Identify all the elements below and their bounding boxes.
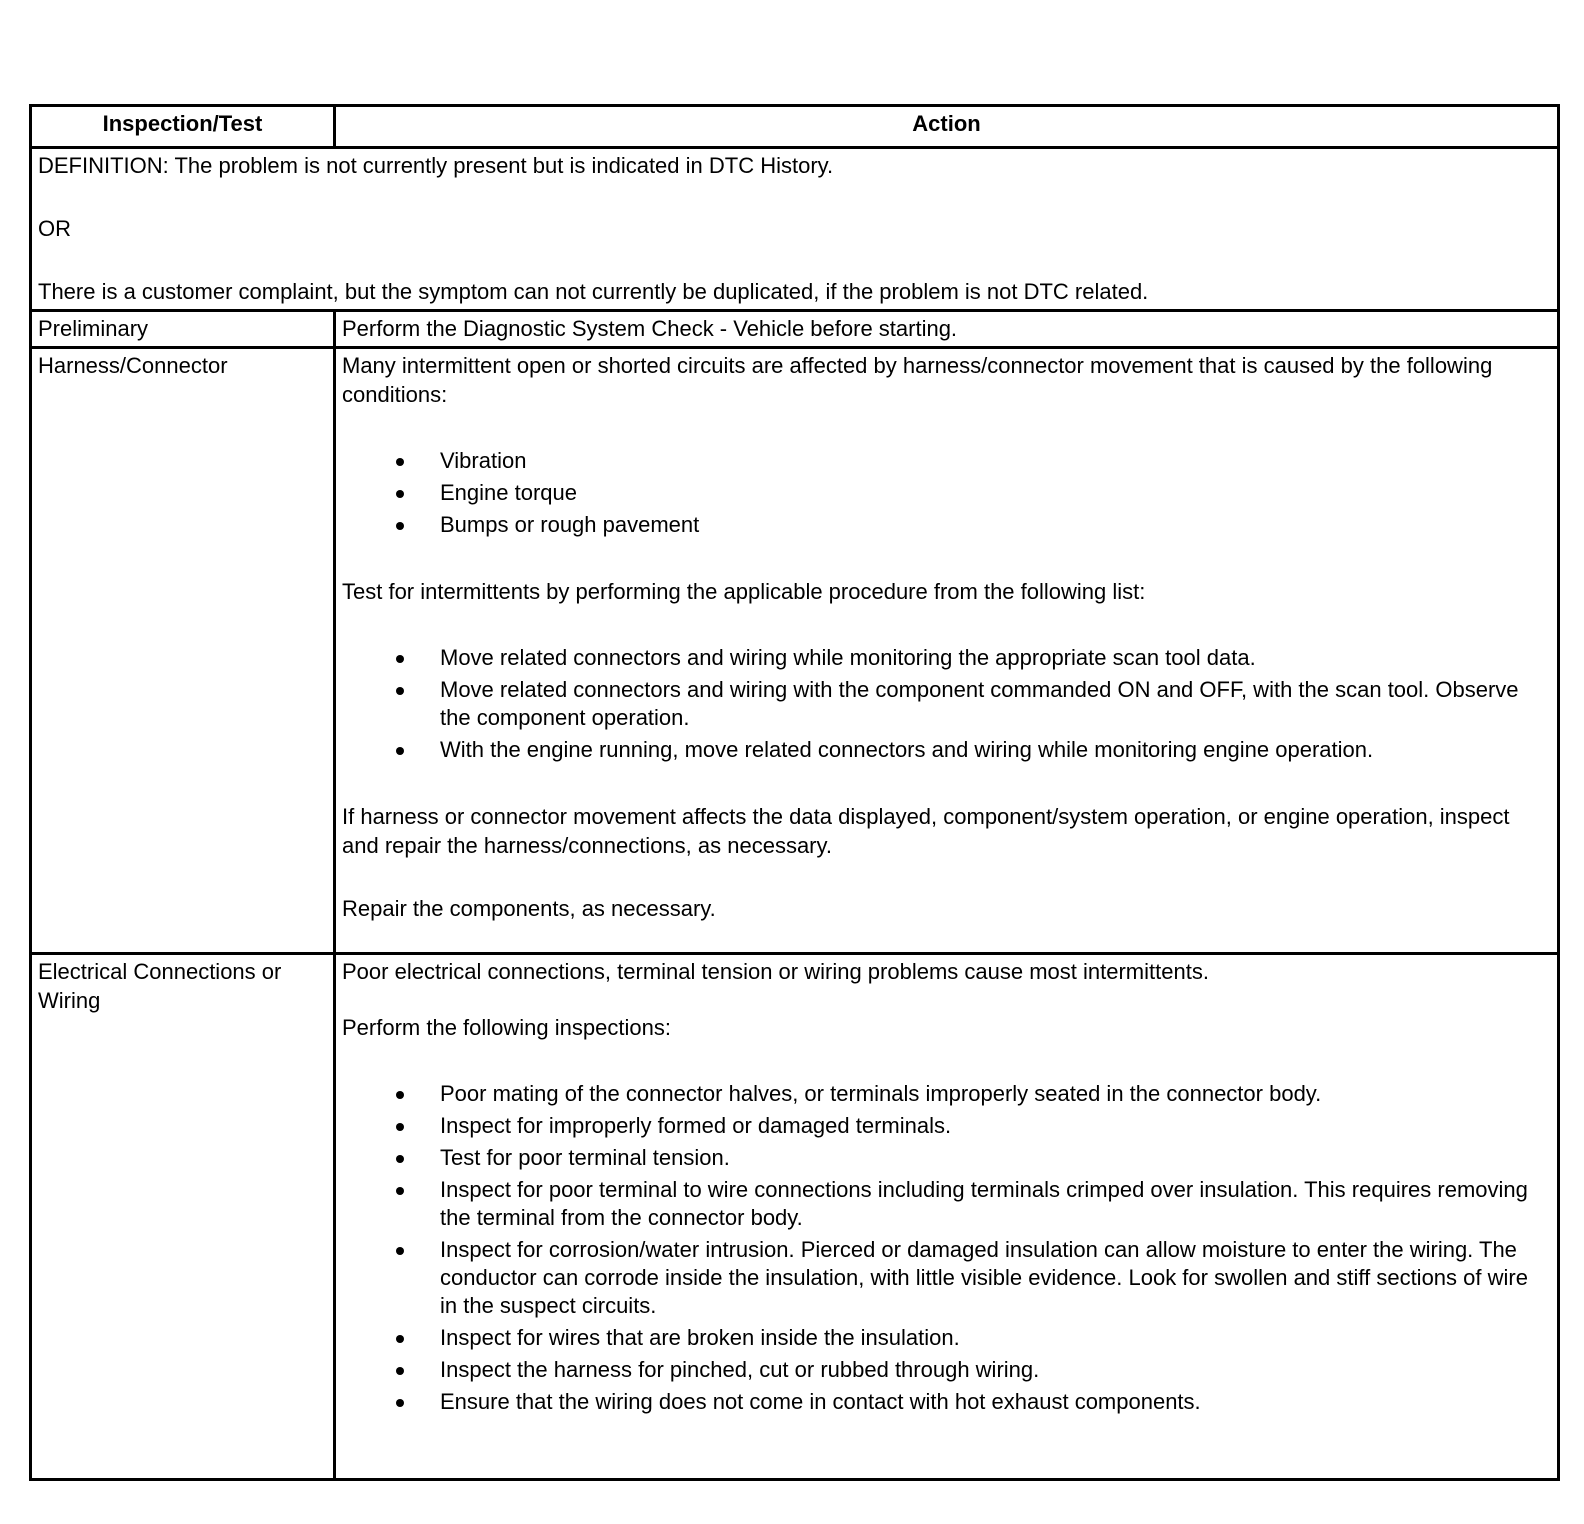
harness-test-intro: Test for intermittents by performing the applicable procedure from the following list: bbox=[342, 579, 1146, 604]
list-item: With the engine running, move related connectors and wiring while monitoring engine operation. bbox=[440, 736, 1551, 764]
header-row bbox=[31, 106, 1559, 148]
test-cell: Harness/Connector bbox=[31, 348, 335, 954]
conditions-list bbox=[342, 447, 1551, 539]
definition-text: DEFINITION: The problem is not currently present but is indicated in DTC History. bbox=[38, 153, 834, 178]
harness-repair: Repair the components, as necessary. bbox=[342, 896, 716, 921]
inspections-intro: Perform the following inspections: bbox=[342, 1015, 671, 1040]
header-action: Action bbox=[335, 106, 1559, 148]
definition-row bbox=[31, 148, 1559, 311]
action-cell bbox=[335, 954, 1559, 1480]
list-item: Test for poor terminal tension. bbox=[440, 1144, 1551, 1172]
action-cell: Perform the Diagnostic System Check - Vehicle before starting. bbox=[335, 311, 1559, 348]
test-cell: Electrical Connections or Wiring bbox=[31, 954, 335, 1480]
diagnostic-table bbox=[29, 104, 1560, 1481]
list-item: Engine torque bbox=[440, 479, 1551, 507]
list-item: Poor mating of the connector halves, or terminals improperly seated in the connector body. bbox=[440, 1080, 1551, 1108]
list-item: Inspect the harness for pinched, cut or rubbed through wiring. bbox=[440, 1356, 1551, 1384]
list-item: Ensure that the wiring does not come in contact with hot exhaust components. bbox=[440, 1388, 1551, 1416]
electrical-intro: Poor electrical connections, terminal tension or wiring problems cause most intermittents. bbox=[342, 959, 1209, 984]
harness-result: If harness or connector movement affects the data displayed, component/system operation, or engine operation, inspect and repair the harness/connections, as necessary. bbox=[342, 804, 1510, 858]
list-item: Move related connectors and wiring with the component commanded ON and OFF, with the scan tool. Observe the component operation. bbox=[440, 676, 1551, 732]
definition-complaint: There is a customer complaint, but the symptom can not currently be duplicated, if the problem is not DTC related. bbox=[38, 279, 1149, 304]
procedures-list bbox=[342, 644, 1551, 764]
test-cell: Preliminary bbox=[31, 311, 335, 348]
table-row bbox=[31, 348, 1559, 954]
list-item: Vibration bbox=[440, 447, 1551, 475]
list-item: Inspect for improperly formed or damaged terminals. bbox=[440, 1112, 1551, 1140]
list-item: Inspect for wires that are broken inside the insulation. bbox=[440, 1324, 1551, 1352]
definition-or: OR bbox=[38, 216, 71, 241]
list-item: Bumps or rough pavement bbox=[440, 511, 1551, 539]
list-item: Inspect for poor terminal to wire connections including terminals crimped over insulation. This requires removing the terminal from the connector body. bbox=[440, 1176, 1551, 1232]
harness-intro: Many intermittent open or shorted circuits are affected by harness/connector movement that is caused by the following conditions: bbox=[342, 353, 1493, 407]
table-row bbox=[31, 311, 1559, 348]
definition-cell bbox=[31, 148, 1559, 311]
action-cell bbox=[335, 348, 1559, 954]
list-item: Move related connectors and wiring while monitoring the appropriate scan tool data. bbox=[440, 644, 1551, 672]
table-row bbox=[31, 954, 1559, 1480]
inspections-list bbox=[342, 1080, 1551, 1416]
header-inspection-test: Inspection/Test bbox=[31, 106, 335, 148]
list-item: Inspect for corrosion/water intrusion. Pierced or damaged insulation can allow moisture to enter the wiring. The conductor can corrode inside the insulation, with little visible evidence. Look for swollen and stiff sections of wire in the suspect circuits. bbox=[440, 1236, 1551, 1320]
